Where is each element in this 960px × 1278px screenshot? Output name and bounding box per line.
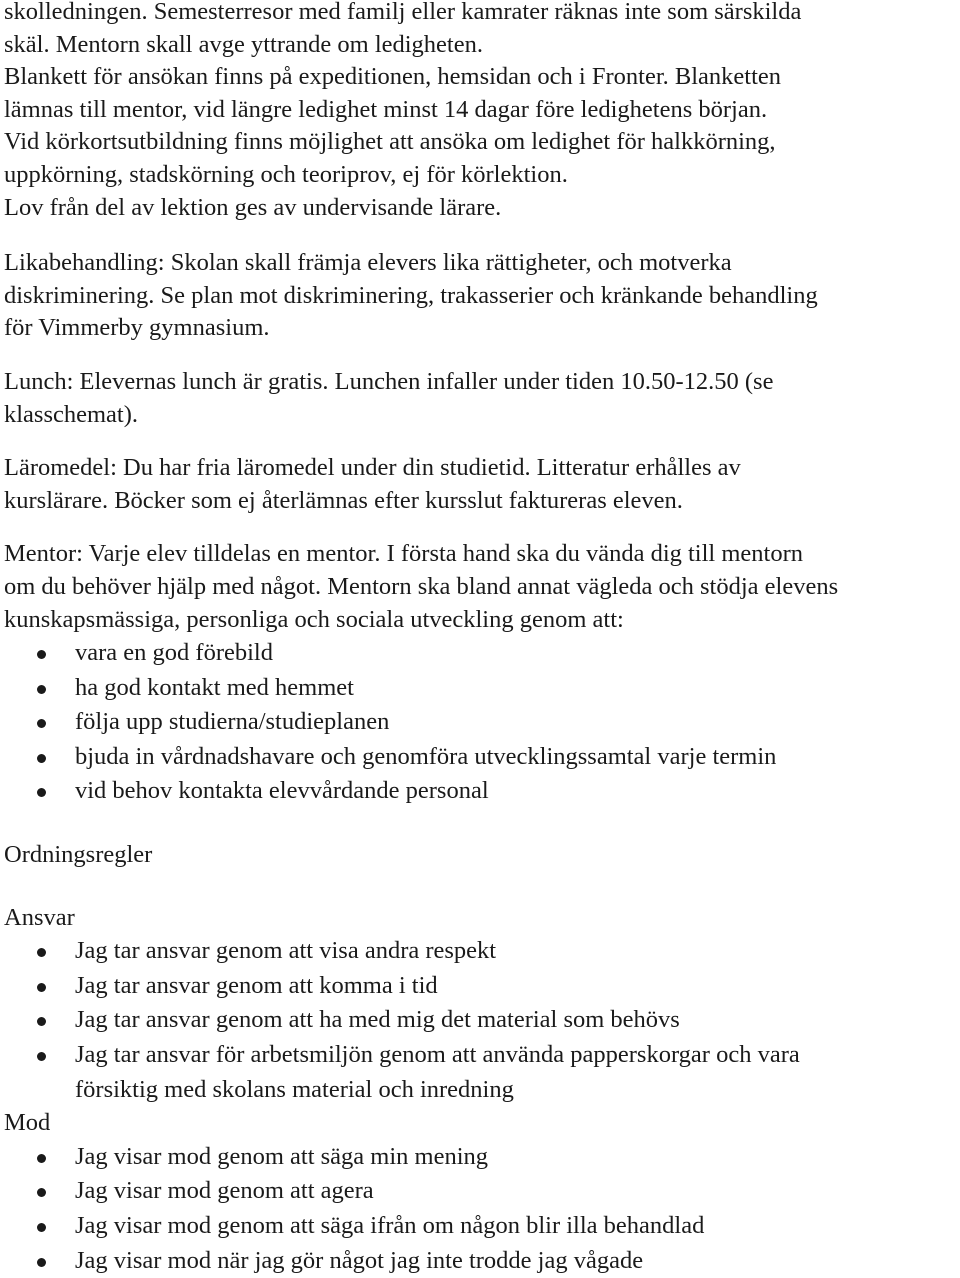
ordningsregler-heading: Ordningsregler bbox=[4, 841, 153, 869]
text-line bbox=[4, 366, 956, 399]
mod-bullet-list bbox=[4, 1140, 956, 1278]
bullet-icon bbox=[37, 948, 46, 957]
list-item: Jag visar mod genom att säga ifrån om någon blir illa behandlad bbox=[4, 1209, 956, 1244]
ansvar-bullet-list bbox=[4, 934, 956, 1107]
text-line: uppkörning, stadskörning och teoriprov, ej för körlektion. bbox=[4, 160, 568, 188]
text-line: Lov från del av lektion ges av undervisande lärare. bbox=[4, 193, 502, 221]
mod-heading: Mod bbox=[4, 1109, 51, 1137]
bullet-icon bbox=[37, 1188, 46, 1197]
likabehandling-text: : Skolan skall främja elevers lika rättigheter, och motverka bbox=[157, 249, 732, 277]
text-line: om du behöver hjälp med något. Mentorn ska bland annat vägleda och stödja elevens bbox=[4, 572, 839, 600]
text-line: kurslärare. Böcker som ej återlämnas efter kursslut faktureras eleven. bbox=[4, 486, 683, 514]
list-item: Jag tar ansvar för arbetsmiljön genom att använda papperskorgar och vara försiktig med skolans material och inredning bbox=[4, 1038, 956, 1107]
list-item: Jag tar ansvar genom att komma i tid bbox=[4, 969, 956, 1004]
list-item: följa upp studierna/studieplanen bbox=[4, 705, 956, 740]
bullet-icon bbox=[37, 650, 46, 659]
text-line: Blankett för ansökan finns på expeditionen, hemsidan och i Fronter. Blanketten bbox=[4, 63, 782, 91]
bullet-icon bbox=[37, 788, 46, 797]
mentor-term: Mentor bbox=[4, 540, 77, 568]
document-page bbox=[4, 0, 956, 1278]
bullet-icon bbox=[37, 1223, 46, 1232]
bullet-icon bbox=[37, 1017, 46, 1026]
bullet-icon bbox=[37, 685, 46, 694]
bullet-icon bbox=[37, 1052, 46, 1061]
list-item: Jag visar mod när jag gör något jag inte trodde jag vågade bbox=[4, 1244, 956, 1278]
laromedel-term: Läromedel bbox=[4, 454, 111, 482]
likabehandling-term: Likabehandling bbox=[4, 249, 158, 277]
bullet-icon bbox=[37, 719, 46, 728]
list-item: ha god kontakt med hemmet bbox=[4, 671, 956, 706]
laromedel-text: : Du har fria läromedel under din studietid. Litteratur erhålles av bbox=[110, 454, 741, 482]
list-item: vid behov kontakta elevvårdande personal bbox=[4, 774, 956, 809]
lunch-term: Lunch bbox=[4, 367, 67, 395]
list-item: Jag visar mod genom att säga min mening bbox=[4, 1140, 956, 1175]
mentor-paragraph bbox=[4, 538, 956, 636]
mentor-text: : Varje elev tilldelas en mentor. I första hand ska du vända dig till mentorn bbox=[76, 540, 804, 568]
list-item: Jag visar mod genom att agera bbox=[4, 1174, 956, 1209]
text-line: kunskapsmässiga, personliga och sociala utveckling genom att: bbox=[4, 605, 624, 633]
text-line: skolledningen. Semesterresor med familj eller kamrater räknas inte som särskilda bbox=[4, 0, 802, 25]
bullet-icon bbox=[37, 754, 46, 763]
text-line: diskriminering. Se plan mot diskriminering, trakasserier och kränkande behandling bbox=[4, 281, 818, 309]
bullet-icon bbox=[37, 983, 46, 992]
list-item: vara en god förebild bbox=[4, 636, 956, 671]
text-line: lämnas till mentor, vid längre ledighet minst 14 dagar före ledighetens början. bbox=[4, 95, 768, 123]
text-line bbox=[4, 247, 956, 280]
bullet-icon bbox=[37, 1154, 46, 1163]
text-line: för Vimmerby gymnasium. bbox=[4, 314, 270, 342]
laromedel-paragraph bbox=[4, 452, 956, 517]
likabehandling-paragraph bbox=[4, 247, 956, 345]
lunch-paragraph bbox=[4, 366, 956, 431]
lunch-text: : Elevernas lunch är gratis. Lunchen infaller under tiden 10.50-12.50 (se bbox=[66, 367, 774, 395]
list-item: bjuda in vårdnadshavare och genomföra utvecklingssamtal varje termin bbox=[4, 740, 956, 775]
bullet-icon bbox=[37, 1258, 46, 1267]
list-item: Jag tar ansvar genom att ha med mig det material som behövs bbox=[4, 1003, 956, 1038]
text-line bbox=[4, 452, 956, 485]
text-line: Vid körkortsutbildning finns möjlighet att ansöka om ledighet för halkkörning, bbox=[4, 128, 776, 156]
text-line: skäl. Mentorn skall avge yttrande om ledigheten. bbox=[4, 30, 483, 58]
text-line bbox=[4, 538, 956, 571]
text-line: klasschemat). bbox=[4, 400, 139, 428]
ansvar-heading: Ansvar bbox=[4, 903, 75, 931]
list-item: Jag tar ansvar genom att visa andra respekt bbox=[4, 934, 956, 969]
intro-paragraph bbox=[4, 0, 956, 224]
mentor-bullet-list bbox=[4, 636, 956, 809]
